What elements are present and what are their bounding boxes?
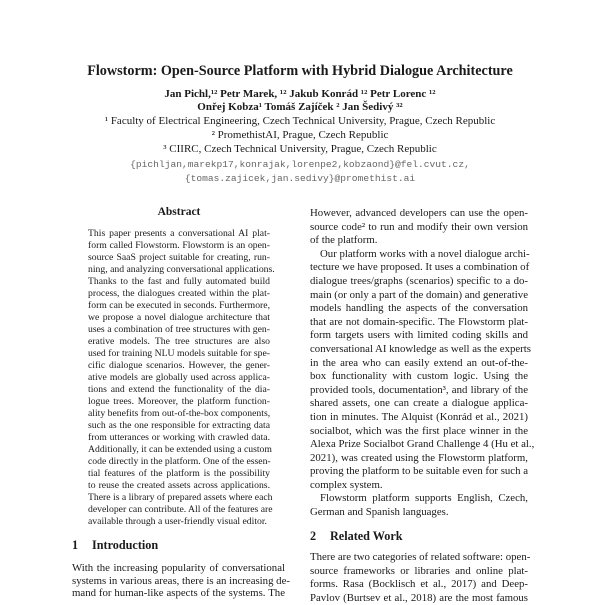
text-line: proving the platform to be suitable even for such a [310,465,528,478]
text-line: source SaaS project suitable for creating, run- [88,252,270,263]
text-line: tions and extend the functionality of the dia- [88,384,270,395]
authors-line-2: Onřej Kobza¹ Tomáš Zajíček ² Jan Šedivý ³² [197,101,403,113]
text-line: form called Flowstorm. Flowstorm is an open- [88,240,270,251]
text-line: box functionality with custom logic. Using the [310,370,528,383]
paper-title: Flowstorm: Open-Source Platform with Hybrid Dialogue Architecture [87,63,513,79]
text-line: that are not domain-specific. The Flowstorm plat- [310,315,528,328]
text-line: Alexa Prize Socialbot Grand Challenge 4 (Hu et al., [310,438,535,451]
text-line: complex system. [310,478,383,491]
text-line: provided tools, documentation³, and library of the [310,383,528,396]
related-work-body [310,551,531,605]
text-line: logue trees. Moreover, the platform function- [88,396,270,407]
text-line: Pavlov (Burtsev et al., 2018) are the most famous [310,591,528,604]
affiliation-2: ² PromethistAI, Prague, Czech Republic [211,129,389,141]
text-line: ality benefits from out-of-the-box components, [88,408,271,419]
text-line: socialbot, which was the first place winner in the [310,424,528,437]
text-line: There is a library of prepared assets where each [88,492,273,503]
text-line: systems in various areas, there is an increasing de- [72,574,290,587]
text-line: forms. Rasa (Bocklisch et al., 2017) and Deep- [310,578,528,591]
affiliation-1: ¹ Faculty of Electrical Engineering, Czech Technical University, Prague, Czech Republic [104,115,496,127]
text-line: source frameworks or libraries and online plat- [310,564,528,577]
section-number: 2 [310,529,317,543]
text-line: With the increasing popularity of conversational [72,562,285,574]
text-line: ning, and analyzing conversational applications. [88,264,275,275]
section-title: Introduction [92,538,159,552]
text-line: cific dialogue scenarios. However, the gener- [88,360,270,371]
text-line: This paper presents a conversational AI plat- [88,228,270,239]
email-line-2: {tomas.zajicek,jan.sedivy}@promethist.ai [184,173,416,184]
text-line: There are two categories of related software: open- [310,551,531,563]
text-line: Additionally, it can be extended using a custom [88,444,272,455]
text-line: models handling the aspects of the conversation [310,302,528,315]
text-line: erative models. The tree structures are also [88,336,270,347]
text-line: form can be executed in seconds. Furthermore, [88,300,270,311]
text-line: shared assets, one can create a dialogue applica- [310,397,528,410]
text-line: form targets users with limited coding skills and [310,329,528,342]
section-title: Related Work [330,529,403,543]
text-line: tion in minutes. The Alquist (Konrád et al., 2021) [310,410,528,423]
text-line: Our platform works with a novel dialogue archi- [320,247,530,260]
text-line: from utterances or working with crawled data. [88,432,270,443]
text-line: available through a user-friendly visual editor. [88,516,267,527]
text-line: conversational AI knowledge as well as the experts [310,342,531,355]
text-line: 2021), was created using the Flowstorm platform, [310,451,528,464]
text-line: we propose a novel dialogue architecture that [88,312,270,323]
introduction-body [72,562,290,600]
text-line: such as the one responsible for extracting data [88,420,270,431]
text-line: ative models are globally used across applica- [88,372,270,383]
affiliation-3: ³ CIIRC, Czech Technical University, Prague, Czech Republic [163,143,437,155]
text-line: to reuse the created assets across applications. [88,480,270,491]
section-number: 1 [72,538,79,552]
authors-line-1: Jan Pichl,¹² Petr Marek, ¹² Jakub Konrád ¹² Petr Lorenc ¹² [164,88,436,100]
text-line: dialogue trees/graphs (scenarios) specific to a do- [310,274,528,287]
abstract-heading: Abstract [157,206,201,218]
abstract-body [88,228,275,528]
text-line: process, the dialogues created within the plat- [88,288,270,299]
text-line: code directly in the platform. One of the essen- [88,456,271,467]
text-line: of the platform. [310,234,378,247]
text-line: used for training NLU models suitable for spe- [88,348,270,359]
text-line: tial features of the platform is the possibility [88,468,270,479]
text-line: However, advanced developers can use the open- [310,207,528,219]
text-line: German and Spanish languages. [310,506,449,519]
section-heading-introduction [72,538,158,553]
text-line: uses a combination of tree structures with gen- [88,324,270,335]
right-column-body [310,207,535,520]
text-line: tecture we have proposed. It uses a combination of [310,261,530,274]
text-line: in the area who can easily extend an out-of-the- [310,356,528,369]
text-line: Thanks to the fast and fully automated build [88,276,270,287]
text-line: Flowstorm platform supports English, Czech, [320,492,528,505]
text-line: developer can contribute. All of the features are [88,504,273,515]
email-line-1: {pichljan,marekp17,konrajak,lorenpe2,kobzaond}@fel.cvut.cz, [130,159,470,170]
text-line: source code² to run and modify their own version [310,220,528,233]
section-heading-related-work [310,529,403,544]
text-line: mand for human-like aspects of the systems. The [72,587,285,600]
text-line: main (or only a part of the domain) and generative [310,288,528,301]
